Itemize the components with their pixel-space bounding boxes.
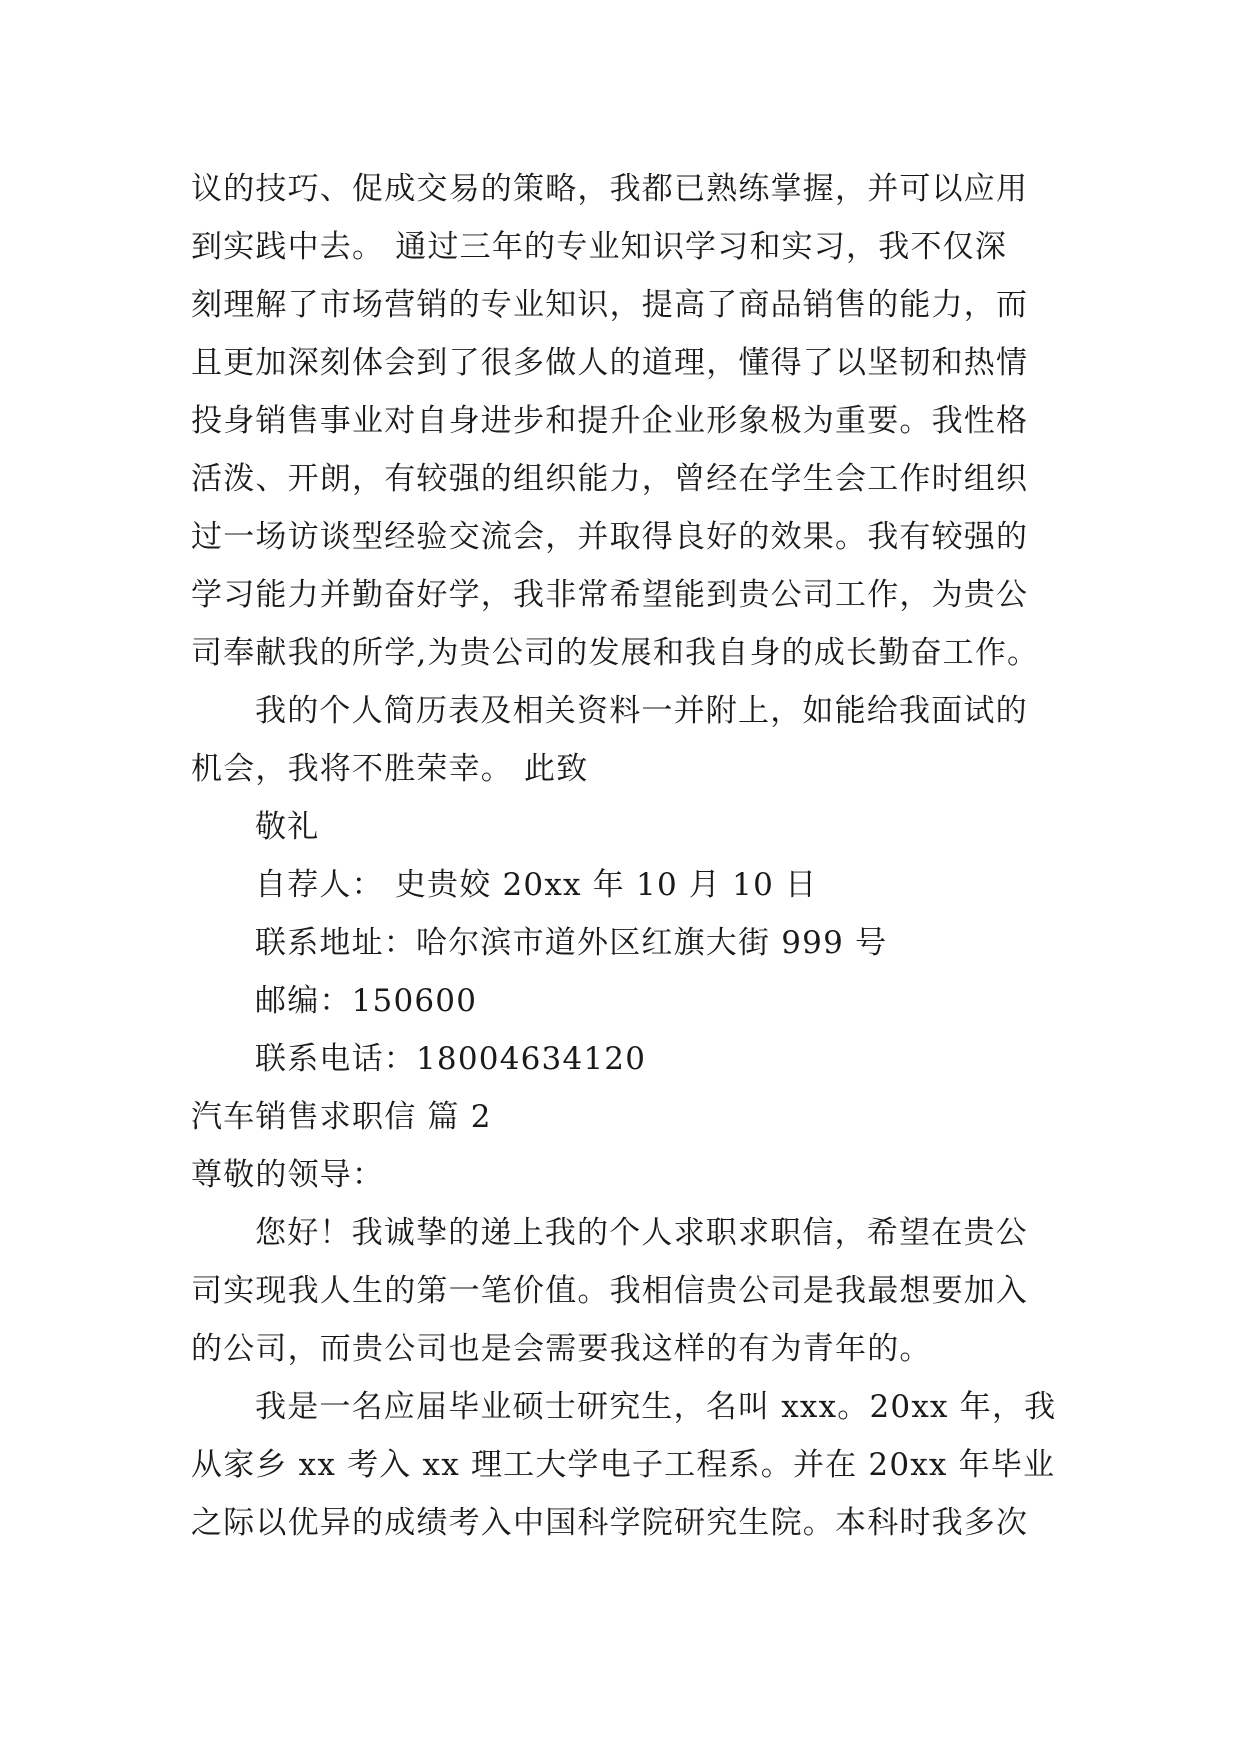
paragraph-line: 我是一名应届毕业硕士研究生，名叫 xxx。20xx 年，我 <box>255 1389 1057 1425</box>
paragraph-line: 学习能力并勤奋好学，我非常希望能到贵公司工作，为贵公 <box>191 577 1029 613</box>
paragraph-line: 且更加深刻体会到了很多做人的道理，懂得了以坚韧和热情 <box>191 345 1029 381</box>
paragraph-line: 刻理解了市场营销的专业知识，提高了商品销售的能力，而 <box>191 287 1029 323</box>
signature-line: 自荐人： 史贵姣 20xx 年 10 月 10 日 <box>255 867 818 903</box>
document-body <box>191 160 1057 1552</box>
paragraph-line: 的公司，而贵公司也是会需要我这样的有为青年的。 <box>191 1331 932 1367</box>
paragraph-line: 之际以优异的成绩考入中国科学院研究生院。本科时我多次 <box>191 1505 1029 1541</box>
paragraph-line: 过一场访谈型经验交流会，并取得良好的效果。我有较强的 <box>191 519 1029 555</box>
paragraph-line: 司奉献我的所学,为贵公司的发展和我自身的成长勤奋工作。 <box>191 635 1040 671</box>
closing-salutation: 敬礼 <box>255 809 320 845</box>
paragraph-line: 机会，我将不胜荣幸。 此致 <box>191 751 589 787</box>
paragraph-line: 活泼、开朗，有较强的组织能力，曾经在学生会工作时组织 <box>191 461 1029 497</box>
greeting: 尊敬的领导： <box>191 1157 385 1193</box>
postcode-line: 邮编：150600 <box>255 983 478 1019</box>
paragraph-line: 议的技巧、促成交易的策略，我都已熟练掌握，并可以应用 <box>191 171 1029 207</box>
paragraph-line: 投身销售事业对自身进步和提升企业形象极为重要。我性格 <box>191 403 1029 439</box>
paragraph-line: 您好！我诚挚的递上我的个人求职求职信，希望在贵公 <box>255 1215 1028 1251</box>
section-heading: 汽车销售求职信 篇 2 <box>191 1099 492 1135</box>
paragraph-line: 司实现我人生的第一笔价值。我相信贵公司是我最想要加入 <box>191 1273 1029 1309</box>
paragraph-line: 我的个人简历表及相关资料一并附上，如能给我面试的 <box>255 693 1028 729</box>
paragraph-line: 到实践中去。 通过三年的专业知识学习和实习，我不仅深 <box>191 229 1008 265</box>
address-line: 联系地址：哈尔滨市道外区红旗大街 999 号 <box>255 925 888 961</box>
phone-line: 联系电话：18004634120 <box>255 1041 647 1077</box>
paragraph-line: 从家乡 xx 考入 xx 理工大学电子工程系。并在 20xx 年毕业 <box>191 1447 1056 1483</box>
